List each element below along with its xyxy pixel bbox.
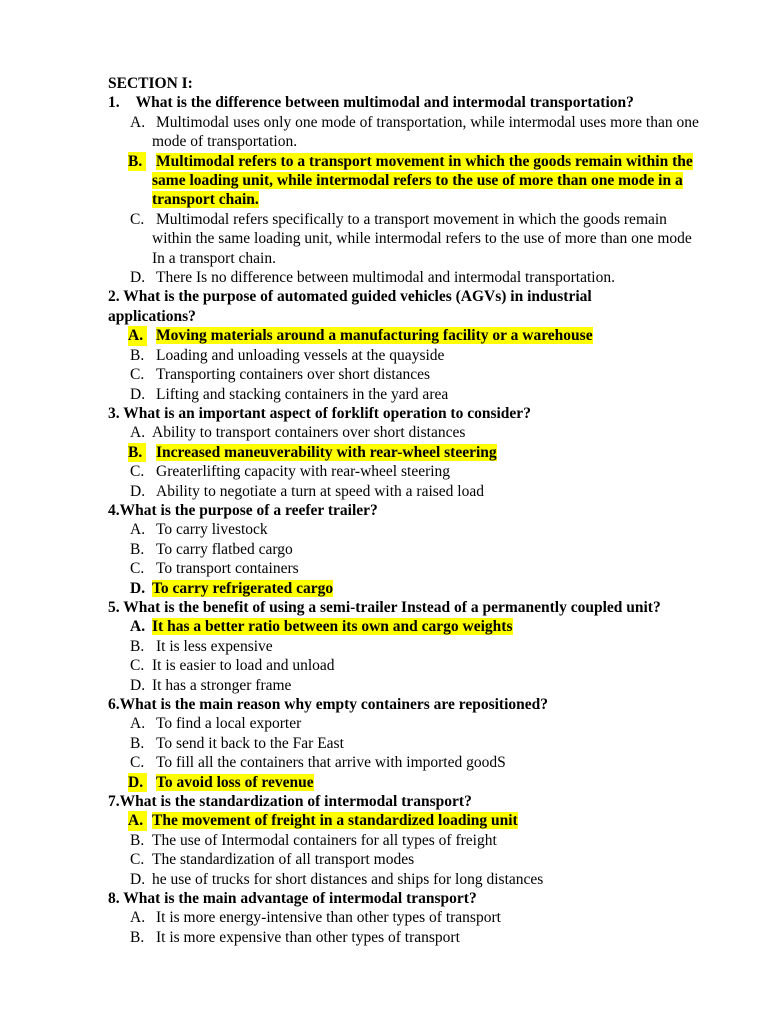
option-text: To carry livestock bbox=[156, 521, 268, 539]
question-text: What is the purpose of automated guided vehicles (AGVs) in industrial applications? bbox=[108, 288, 592, 325]
option-text: Multimodal refers specifically to a transport movement in which the goods remain within the same loading unit, while intermodal refers to the use of more than one mode In a transport chain. bbox=[152, 210, 692, 267]
option-letter: C. bbox=[130, 463, 145, 481]
option-letter: D. bbox=[128, 773, 147, 792]
option-text: Lifting and stacking containers in the yard area bbox=[156, 385, 449, 403]
option-letter: D. bbox=[130, 579, 146, 597]
answer-option-correct bbox=[108, 443, 708, 462]
answer-option bbox=[108, 268, 708, 287]
answer-option bbox=[108, 637, 708, 656]
option-letter: D. bbox=[130, 870, 146, 888]
option-text: Ability to transport containers over short distances bbox=[152, 424, 466, 442]
answer-option bbox=[108, 346, 708, 365]
option-letter: B. bbox=[130, 928, 145, 946]
answer-option bbox=[108, 365, 708, 384]
question-number: 1. bbox=[108, 94, 120, 112]
option-text: To carry flatbed cargo bbox=[156, 540, 293, 558]
option-letter: B. bbox=[130, 734, 145, 752]
question-number: 5. bbox=[108, 598, 120, 616]
option-text: Multimodal refers to a transport movement in which the goods remain within the same loading unit, while intermodal refers to the use of more than one mode in a transport chain. bbox=[152, 152, 693, 209]
option-letter: D. bbox=[130, 676, 146, 694]
option-text: It is more expensive than other types of transport bbox=[156, 928, 460, 946]
option-text: There Is no difference between multimodal and intermodal transportation. bbox=[156, 269, 615, 287]
question-heading bbox=[108, 404, 708, 423]
answer-option bbox=[108, 385, 708, 404]
question-heading bbox=[108, 501, 708, 520]
answer-option bbox=[108, 462, 708, 481]
answer-option bbox=[108, 870, 708, 889]
option-letter: B. bbox=[130, 346, 145, 364]
question-heading bbox=[108, 93, 708, 112]
option-text: Ability to negotiate a turn at speed with a raised load bbox=[156, 482, 484, 500]
option-text: he use of trucks for short distances and ships for long distances bbox=[152, 870, 544, 888]
option-letter: C. bbox=[130, 851, 145, 869]
question-heading bbox=[108, 598, 708, 617]
option-letter: A. bbox=[130, 113, 146, 131]
question-heading bbox=[108, 792, 708, 811]
question-text: What is an important aspect of forklift operation to consider? bbox=[123, 404, 531, 422]
question-number: 6. bbox=[108, 696, 120, 713]
question-heading bbox=[108, 889, 708, 908]
option-letter: C. bbox=[130, 210, 145, 228]
option-text: It has a stronger frame bbox=[152, 676, 292, 694]
option-letter: D. bbox=[130, 385, 146, 403]
option-text: To fill all the containers that arrive with imported goodS bbox=[156, 754, 506, 772]
option-letter: A. bbox=[128, 811, 147, 830]
answer-option bbox=[108, 113, 708, 152]
option-letter: C. bbox=[130, 560, 145, 578]
answer-option-correct bbox=[108, 773, 708, 792]
answer-option-correct bbox=[108, 811, 708, 830]
answer-option bbox=[108, 482, 708, 501]
question-text: What is the purpose of a reefer trailer? bbox=[119, 501, 378, 519]
option-text: The movement of freight in a standardized loading unit bbox=[152, 812, 518, 830]
option-letter: A. bbox=[130, 618, 146, 636]
question-block bbox=[108, 501, 708, 598]
option-text: To transport containers bbox=[156, 560, 299, 578]
option-letter: A. bbox=[128, 326, 147, 345]
answer-option-correct bbox=[108, 326, 708, 345]
question-number: 2. bbox=[108, 288, 120, 306]
option-text: To avoid loss of revenue bbox=[156, 773, 314, 791]
question-block bbox=[108, 792, 708, 889]
answer-option bbox=[108, 423, 708, 442]
option-letter: A. bbox=[130, 715, 146, 733]
option-text: It has a better ratio between its own and cargo weights bbox=[152, 618, 513, 636]
answer-option bbox=[108, 559, 708, 578]
option-letter: D. bbox=[130, 269, 146, 287]
answer-option-correct bbox=[108, 579, 708, 598]
answer-option bbox=[108, 656, 708, 675]
answer-option bbox=[108, 734, 708, 753]
question-block bbox=[108, 404, 708, 501]
question-number: 7. bbox=[108, 793, 120, 811]
option-letter: B. bbox=[130, 637, 145, 655]
option-text: Moving materials around a manufacturing facility or a warehouse bbox=[156, 327, 593, 345]
option-text: To send it back to the Far East bbox=[156, 734, 344, 752]
question-number: 8. bbox=[108, 890, 120, 908]
option-text: To carry refrigerated cargo bbox=[152, 579, 334, 597]
option-letter: C. bbox=[130, 754, 145, 772]
document-page bbox=[108, 74, 708, 947]
option-text: Multimodal uses only one mode of transportation, while intermodal uses more than one mode of transportation. bbox=[152, 113, 699, 151]
answer-option-correct bbox=[108, 152, 708, 210]
option-text: Loading and unloading vessels at the quayside bbox=[156, 346, 445, 364]
question-block bbox=[108, 889, 708, 947]
option-text: It is less expensive bbox=[156, 637, 273, 655]
question-block bbox=[108, 93, 708, 287]
section-title: SECTION I: bbox=[108, 75, 193, 92]
option-text: The standardization of all transport modes bbox=[152, 851, 415, 869]
option-text: To find a local exporter bbox=[156, 715, 302, 733]
question-text: What is the standardization of intermodal transport? bbox=[119, 793, 472, 811]
question-block bbox=[108, 695, 708, 792]
answer-option bbox=[108, 540, 708, 559]
answer-option bbox=[108, 850, 708, 869]
option-letter: B. bbox=[130, 831, 145, 849]
answer-option bbox=[108, 928, 708, 947]
question-heading bbox=[108, 695, 708, 714]
question-text: What is the benefit of using a semi-trailer Instead of a permanently coupled unit? bbox=[123, 598, 661, 616]
answer-option bbox=[108, 210, 708, 268]
option-letter: A. bbox=[130, 521, 146, 539]
option-letter: C. bbox=[130, 366, 145, 384]
option-text: The use of Intermodal containers for all types of freight bbox=[152, 831, 497, 849]
option-text: It is more energy-intensive than other types of transport bbox=[156, 909, 501, 927]
option-letter: D. bbox=[130, 482, 146, 500]
option-text: Increased maneuverability with rear-wheel steering bbox=[156, 443, 497, 461]
answer-option bbox=[108, 753, 708, 772]
question-heading bbox=[108, 287, 648, 326]
option-letter: C. bbox=[130, 657, 145, 675]
option-letter: B. bbox=[128, 152, 146, 171]
question-block bbox=[108, 598, 708, 695]
option-letter: A. bbox=[130, 424, 146, 442]
option-text: Transporting containers over short distances bbox=[156, 366, 431, 384]
answer-option bbox=[108, 831, 708, 850]
question-text: What is the main advantage of intermodal transport? bbox=[123, 890, 477, 908]
answer-option bbox=[108, 520, 708, 539]
option-letter: B. bbox=[130, 540, 145, 558]
question-text: What is the main reason why empty containers are repositioned? bbox=[119, 696, 549, 713]
option-letter: A. bbox=[130, 909, 146, 927]
option-text: Greaterlifting capacity with rear-wheel steering bbox=[156, 463, 451, 481]
option-letter: B. bbox=[128, 443, 146, 462]
question-block bbox=[108, 287, 708, 403]
answer-option bbox=[108, 714, 708, 733]
question-number: 3. bbox=[108, 404, 120, 422]
option-text: It is easier to load and unload bbox=[152, 657, 335, 675]
answer-option-correct bbox=[108, 617, 708, 636]
answer-option bbox=[108, 676, 708, 695]
question-number: 4. bbox=[108, 501, 120, 519]
answer-option bbox=[108, 908, 708, 927]
question-text: What is the difference between multimodal and intermodal transportation? bbox=[135, 94, 634, 112]
